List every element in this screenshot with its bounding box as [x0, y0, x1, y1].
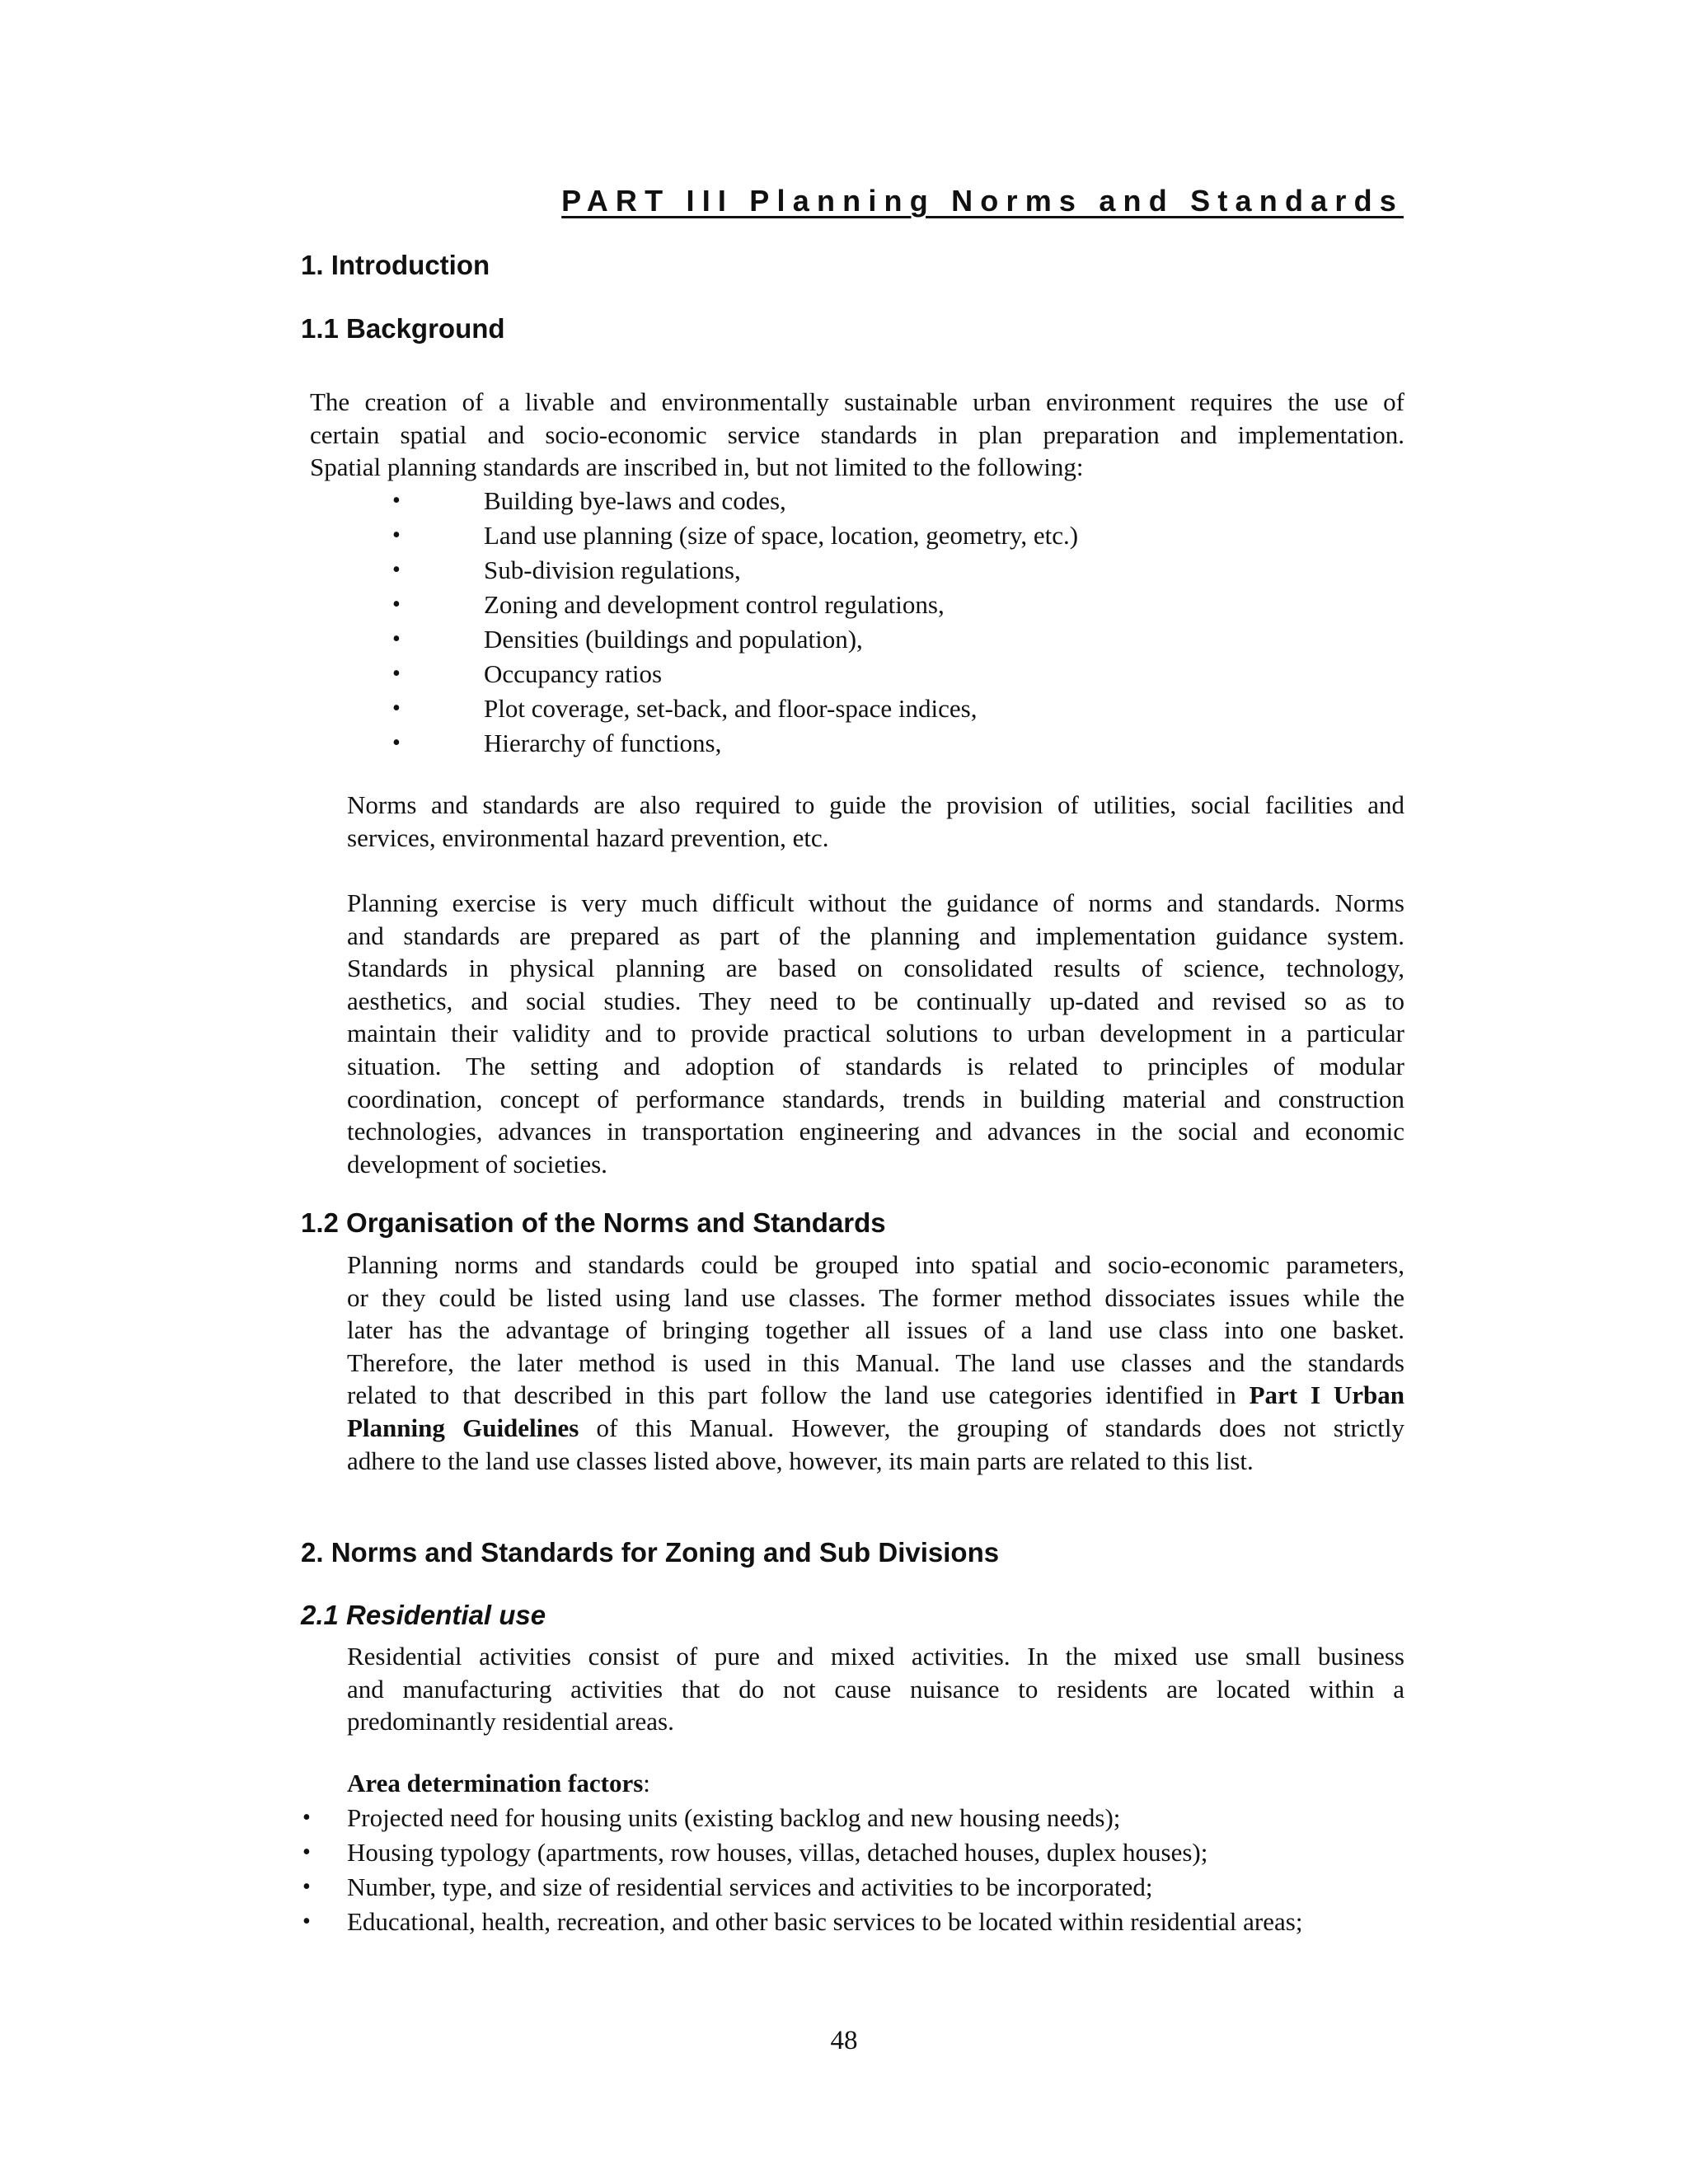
list-item — [0, 1870, 1688, 1905]
list-item — [0, 1905, 1688, 1939]
text-line: Planning norms and standards could be grouped into spatial and socio-economic parameters, — [347, 1250, 1404, 1279]
text-line — [347, 1412, 1404, 1445]
text-line: coordination, concept of performance standards, trends in building material and construction — [347, 1084, 1404, 1113]
list-item — [0, 518, 1688, 553]
section-1-heading: 1. Introduction — [301, 250, 490, 280]
section-2-heading: 2. Norms and Standards for Zoning and Sub Divisions — [301, 1537, 1000, 1568]
bullet-icon: • — [392, 523, 401, 548]
text-line: later has the advantage of bringing together all issues of a land use class into one basket. — [347, 1315, 1404, 1345]
text-line: aesthetics, and social studies. They need to be continually up-dated and revised so as to — [347, 986, 1404, 1015]
text-line: situation. The setting and adoption of standards is related to principles of modular — [347, 1051, 1404, 1080]
list-item — [0, 1835, 1688, 1870]
text-line: predominantly residential areas. — [347, 1707, 674, 1736]
text-line: development of societies. — [347, 1149, 607, 1179]
bullet-icon: • — [302, 1874, 311, 1900]
list-item — [0, 588, 1688, 622]
list-item-text: Land use planning (size of space, location, geometry, etc.) — [484, 521, 1079, 550]
list-item-text: Projected need for housing units (existing backlog and new housing needs); — [347, 1803, 1121, 1832]
area-factors-label — [347, 1769, 650, 1798]
list-item-text: Plot coverage, set-back, and floor-space indices, — [484, 694, 978, 723]
list-item — [0, 622, 1688, 657]
text-line: Standards in physical planning are based on consolidated results of science, technology, — [347, 954, 1404, 983]
bullet-icon: • — [302, 1805, 311, 1830]
list-item-text: Zoning and development control regulations, — [484, 590, 945, 619]
planning-exercise-paragraph — [347, 887, 1404, 1180]
text-line: The creation of a livable and environmentally sustainable urban environment requires the use of — [310, 387, 1404, 416]
text-line: certain spatial and socio-economic service standards in plan preparation and implementation. — [310, 419, 1404, 449]
bold-reference: Planning Guidelines — [347, 1413, 579, 1442]
text-line: Residential activities consist of pure and mixed activities. In the mixed use small business — [347, 1642, 1404, 1671]
text-line: or they could be listed using land use classes. The former method dissociates issues while the — [347, 1282, 1404, 1312]
bullet-icon: • — [392, 661, 401, 687]
residential-paragraph — [347, 1640, 1404, 1738]
bullet-icon: • — [392, 626, 401, 652]
text-line: Planning exercise is very much difficult without the guidance of norms and standards. Norms — [347, 888, 1404, 917]
list-item-text: Occupancy ratios — [484, 659, 663, 688]
list-item-text: Number, type, and size of residential services and activities to be incorporated; — [347, 1872, 1153, 1901]
section-2-1-heading: 2.1 Residential use — [301, 1600, 546, 1630]
bullet-icon: • — [392, 488, 401, 513]
spatial-standards-list — [0, 484, 1688, 761]
text-line: services, environmental hazard prevention, etc. — [347, 823, 829, 852]
list-item — [0, 691, 1688, 726]
bullet-icon: • — [392, 696, 401, 721]
list-item-text: Educational, health, recreation, and other basic services to be located within residential areas; — [347, 1907, 1303, 1936]
list-item-text: Densities (buildings and population), — [484, 625, 863, 654]
list-item-text: Building bye-laws and codes, — [484, 486, 786, 515]
utilities-paragraph — [347, 789, 1404, 854]
organisation-paragraph — [347, 1249, 1404, 1477]
bold-reference: Part I Urban — [1249, 1380, 1404, 1410]
list-item — [0, 726, 1688, 761]
text-line: Norms and standards are also required to guide the provision of utilities, social facilities and — [347, 790, 1404, 819]
list-item — [0, 484, 1688, 518]
section-1-2-heading: 1.2 Organisation of the Norms and Standards — [301, 1207, 886, 1238]
bullet-icon: • — [392, 592, 401, 617]
intro-paragraph — [310, 386, 1404, 484]
text-line: and manufacturing activities that do not cause nuisance to residents are located within a — [347, 1674, 1404, 1704]
text-line: Therefore, the later method is used in this Manual. The land use classes and the standards — [347, 1347, 1404, 1377]
text-line: technologies, advances in transportation engineering and advances in the social and economic — [347, 1117, 1404, 1146]
part-title: PART III Planning Norms and Standards — [561, 184, 1404, 218]
page-number: 48 — [830, 2026, 858, 2055]
bullet-icon: • — [302, 1909, 311, 1934]
area-factors-title: Area determination factors — [347, 1769, 644, 1797]
bullet-icon: • — [392, 730, 401, 756]
text-line: Spatial planning standards are inscribed in, but not limited to the following: — [310, 452, 1084, 482]
bullet-icon: • — [302, 1840, 311, 1865]
list-item — [0, 657, 1688, 691]
text-run: of this Manual. However, the grouping of standards does not strictly — [579, 1413, 1404, 1442]
list-item-text: Sub-division regulations, — [484, 555, 741, 584]
text-line — [347, 1379, 1404, 1412]
list-item — [0, 1801, 1688, 1835]
list-item-text: Housing typology (apartments, row houses, villas, detached houses, duplex houses); — [347, 1838, 1208, 1867]
label-colon: : — [643, 1769, 650, 1797]
text-line: and standards are prepared as part of the planning and implementation guidance system. — [347, 921, 1404, 950]
section-1-1-heading: 1.1 Background — [301, 313, 505, 344]
area-factors-list — [0, 1801, 1688, 1939]
text-run: related to that described in this part follow the land use categories identified in — [347, 1380, 1250, 1410]
text-line: maintain their validity and to provide practical solutions to urban development in a particular — [347, 1019, 1404, 1048]
bullet-icon: • — [392, 557, 401, 583]
text-line: adhere to the land use classes listed above, however, its main parts are related to this list. — [347, 1446, 1254, 1475]
list-item — [0, 553, 1688, 588]
list-item-text: Hierarchy of functions, — [484, 729, 722, 757]
